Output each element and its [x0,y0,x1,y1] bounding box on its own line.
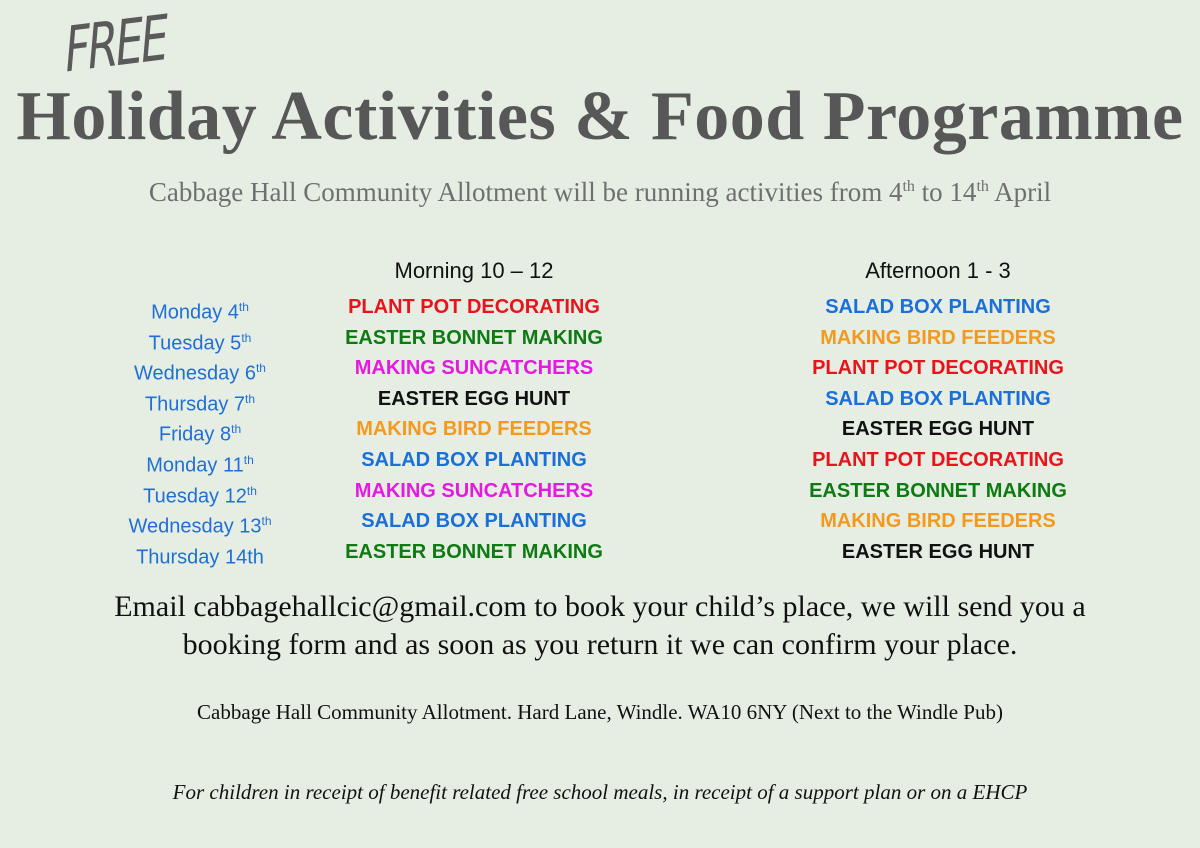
day-text: Thursday 7 [144,393,246,416]
day-suffix: th [246,483,257,498]
eligibility-note: For children in receipt of benefit related free school meals, in receipt of a support plan or on a EHCP [172,780,1028,804]
schedule-row [0,445,1200,476]
day-text: Tuesday 5 [148,332,242,355]
subtitle-part-1: Cabbage Hall Community Allotment will be running activities from 4 [148,177,903,207]
morning-activity: MAKING SUNCATCHERS [354,357,594,380]
schedule-row [0,506,1200,537]
morning-activity: PLANT POT DECORATING [348,296,600,318]
afternoon-activity: MAKING BIRD FEEDERS [820,326,1056,349]
day-suffix: th [241,330,252,345]
free-label: FREE [61,0,169,88]
day-suffix: th [261,514,272,529]
afternoon-activity: SALAD BOX PLANTING [825,387,1051,410]
afternoon-activity: EASTER EGG HUNT [841,540,1035,563]
morning-activity: EASTER EGG HUNT [377,387,571,410]
schedule-table [0,292,1200,567]
morning-activity: EASTER BONNET MAKING [345,326,603,349]
day-label [70,537,330,573]
day-suffix: th [238,300,249,314]
subtitle-part-3: April [988,177,1052,207]
day-text: Wednesday 6 [134,362,256,385]
afternoon-activity: PLANT POT DECORATING [812,357,1064,380]
booking-instructions [0,588,1200,664]
morning-heading: Morning 10 – 12 [394,258,554,283]
afternoon-activity: SALAD BOX PLANTING [825,296,1051,318]
afternoon-activity: MAKING BIRD FEEDERS [820,510,1056,533]
day-text: Monday 4 [151,301,239,324]
schedule-row [0,476,1200,507]
morning-activity: EASTER BONNET MAKING [345,540,603,563]
morning-activity: MAKING SUNCATCHERS [354,479,594,502]
morning-activity: MAKING BIRD FEEDERS [356,418,592,441]
schedule-row [0,353,1200,384]
day-text: Friday 8 [158,424,232,447]
morning-activity: SALAD BOX PLANTING [361,448,587,471]
schedule-row [0,384,1200,415]
day-suffix: th [245,391,256,406]
day-suffix: th [231,422,242,437]
afternoon-activity: EASTER BONNET MAKING [809,479,1067,502]
day-text: Monday 11 [146,454,244,477]
day-text: Thursday 14th [136,546,264,569]
morning-activity: SALAD BOX PLANTING [361,510,587,533]
schedule-row [0,414,1200,445]
day-suffix: th [255,361,266,376]
subtitle-sup-1: th [902,178,915,195]
subtitle-sup-2: th [976,178,989,195]
schedule-row [0,537,1200,568]
afternoon-activity: EASTER EGG HUNT [841,418,1035,441]
venue-address: Cabbage Hall Community Allotment. Hard Lane, Windle. WA10 6NY (Next to the Windle Pub) [197,700,1003,724]
page-title: Holiday Activities & Food Programme [16,78,1184,155]
day-text: Tuesday 12 [143,485,247,508]
booking-line-2: booking form and as soon as you return it we can confirm your place. [182,628,1018,661]
day-suffix: th [243,452,254,467]
day-text: Wednesday 13 [128,515,262,538]
subtitle-part-2: to 14 [914,177,977,207]
schedule-row [0,323,1200,354]
subtitle [0,176,1200,208]
afternoon-activity: PLANT POT DECORATING [812,448,1064,471]
afternoon-heading: Afternoon 1 - 3 [865,258,1011,283]
schedule-row [0,292,1200,323]
booking-line-1: Email cabbagehallcic@gmail.com to book your child’s place, we will send you a [114,590,1086,623]
